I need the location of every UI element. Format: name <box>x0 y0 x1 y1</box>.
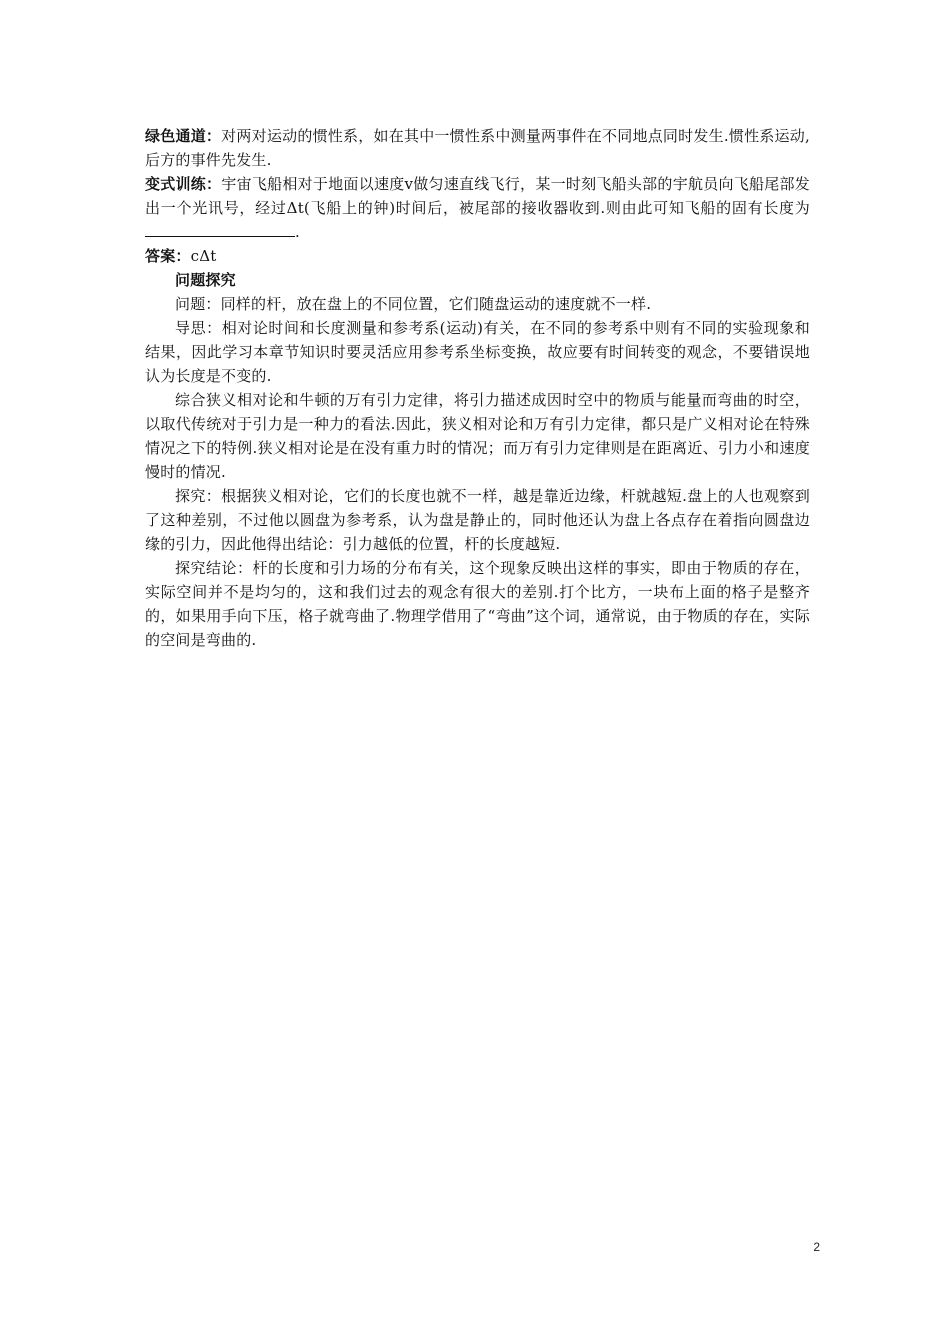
green-channel-paragraph <box>145 124 810 172</box>
page-number: 2 <box>813 1240 820 1254</box>
answer-paragraph <box>145 244 810 268</box>
variant-training-text: 宇宙飞船相对于地面以速度v做匀速直线飞行，某一时刻飞船头部的宇航员向飞船尾部发出一个光讯号，经过Δt(飞船上的钟)时间后，被尾部的接收器收到.则由此可知飞船的固有长度为 <box>145 175 810 217</box>
inquiry-question: 问题：同样的杆，放在盘上的不同位置，它们随盘运动的速度就不一样. <box>175 295 652 313</box>
green-channel-label: 绿色通道： <box>145 127 222 145</box>
inquiry-synthesis: 综合狭义相对论和牛顿的万有引力定律，将引力描述成因时空中的物质与能量而弯曲的时空，以取代传统对于引力是一种力的看法.因此，狭义相对论和万有引力定律，都只是广义相对论在特殊情况之下的特例.狭义相对论是在没有重力时的情况；而万有引力定律则是在距离近、引力小和速度慢时的情况. <box>145 391 810 481</box>
answer-text: cΔt <box>190 247 217 265</box>
green-channel-text: 对两对运动的惯性系，如在其中一惯性系中测量两事件在不同地点同时发生.惯性系运动,后方的事件先发生. <box>145 127 810 169</box>
variant-training-paragraph <box>145 172 810 244</box>
inquiry-heading: 问题探究 <box>175 271 236 289</box>
variant-training-end: . <box>295 223 300 241</box>
variant-training-label: 变式训练： <box>145 175 222 193</box>
inquiry-conclusion: 探究结论：杆的长度和引力场的分布有关，这个现象反映出这样的事实，即由于物质的存在，实际空间并不是均匀的，这和我们过去的观念有很大的差别.打个比方，一块布上面的格子是整齐的，如果用手向下压，格子就弯曲了.物理学借用了“弯曲”这个词，通常说，由于物质的存在，实际的空间是弯曲的. <box>145 559 810 649</box>
answer-label: 答案： <box>145 247 191 265</box>
inquiry-guidance: 导思：相对论时间和长度测量和参考系(运动)有关，在不同的参考系中则有不同的实验现象和结果，因此学习本章节知识时要灵活应用参考系坐标变换，故应要有时间转变的观念，不要错误地认为长度是不变的. <box>145 319 810 385</box>
inquiry-exploration: 探究：根据狭义相对论，它们的长度也就不一样，越是靠近边缘，杆就越短.盘上的人也观察到了这种差别，不过他以圆盘为参考系，认为盘是静止的，同时他还认为盘上各点存在着指向圆盘边缘的引力，因此他得出结论：引力越低的位置，杆的长度越短. <box>145 487 810 553</box>
page-content <box>145 124 810 652</box>
answer-blank <box>145 220 295 237</box>
